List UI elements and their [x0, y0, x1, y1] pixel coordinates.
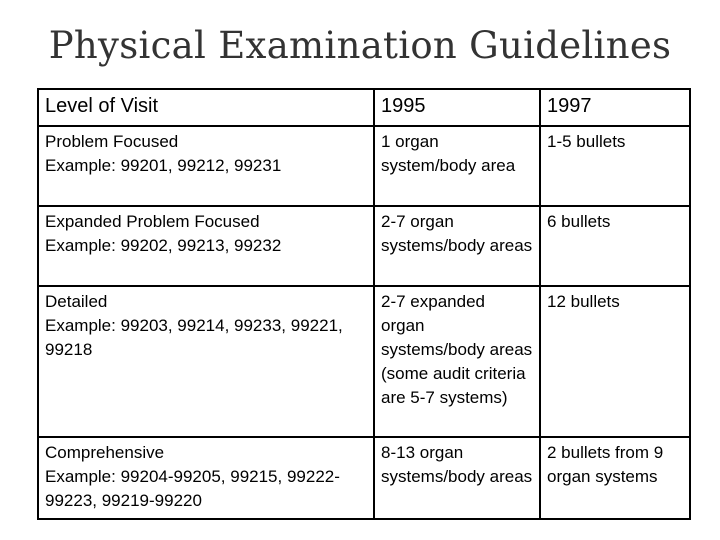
cell-1997: 6 bullets: [540, 206, 690, 286]
table-row: [38, 286, 690, 437]
level-name: Expanded Problem Focused: [45, 212, 260, 231]
level-example: Example: 99202, 99213, 99232: [45, 236, 282, 255]
cell-1997: 1-5 bullets: [540, 126, 690, 206]
header-1997: 1997: [540, 89, 690, 126]
cell-1995: 8-13 organ systems/body areas: [374, 437, 540, 519]
level-name: Problem Focused: [45, 132, 179, 151]
level-example: Example: 99201, 99212, 99231: [45, 156, 282, 175]
level-example: Example: 99204-99205, 99215, 99222-99223, 99219-99220: [45, 467, 340, 510]
level-cell: [38, 437, 374, 519]
table-row: [38, 206, 690, 286]
cell-1997: 2 bullets from 9 organ systems: [540, 437, 690, 519]
header-level-of-visit: Level of Visit: [38, 89, 374, 126]
level-cell: [38, 206, 374, 286]
table-row: [38, 437, 690, 519]
page-title: Physical Examination Guidelines: [48, 24, 672, 67]
table-header-row: [38, 89, 690, 126]
cell-1995: 2-7 organ systems/body areas: [374, 206, 540, 286]
header-1995: 1995: [374, 89, 540, 126]
level-cell: [38, 126, 374, 206]
level-example: Example: 99203, 99214, 99233, 99221, 99218: [45, 316, 343, 359]
level-name: Comprehensive: [45, 443, 165, 462]
cell-1995: 2-7 expanded organ systems/body areas (some audit criteria are 5-7 systems): [374, 286, 540, 437]
guidelines-table: [37, 88, 691, 520]
level-cell: [38, 286, 374, 437]
cell-1995: 1 organ system/body area: [374, 126, 540, 206]
cell-1997: 12 bullets: [540, 286, 690, 437]
level-name: Detailed: [45, 292, 108, 311]
table-row: [38, 126, 690, 206]
